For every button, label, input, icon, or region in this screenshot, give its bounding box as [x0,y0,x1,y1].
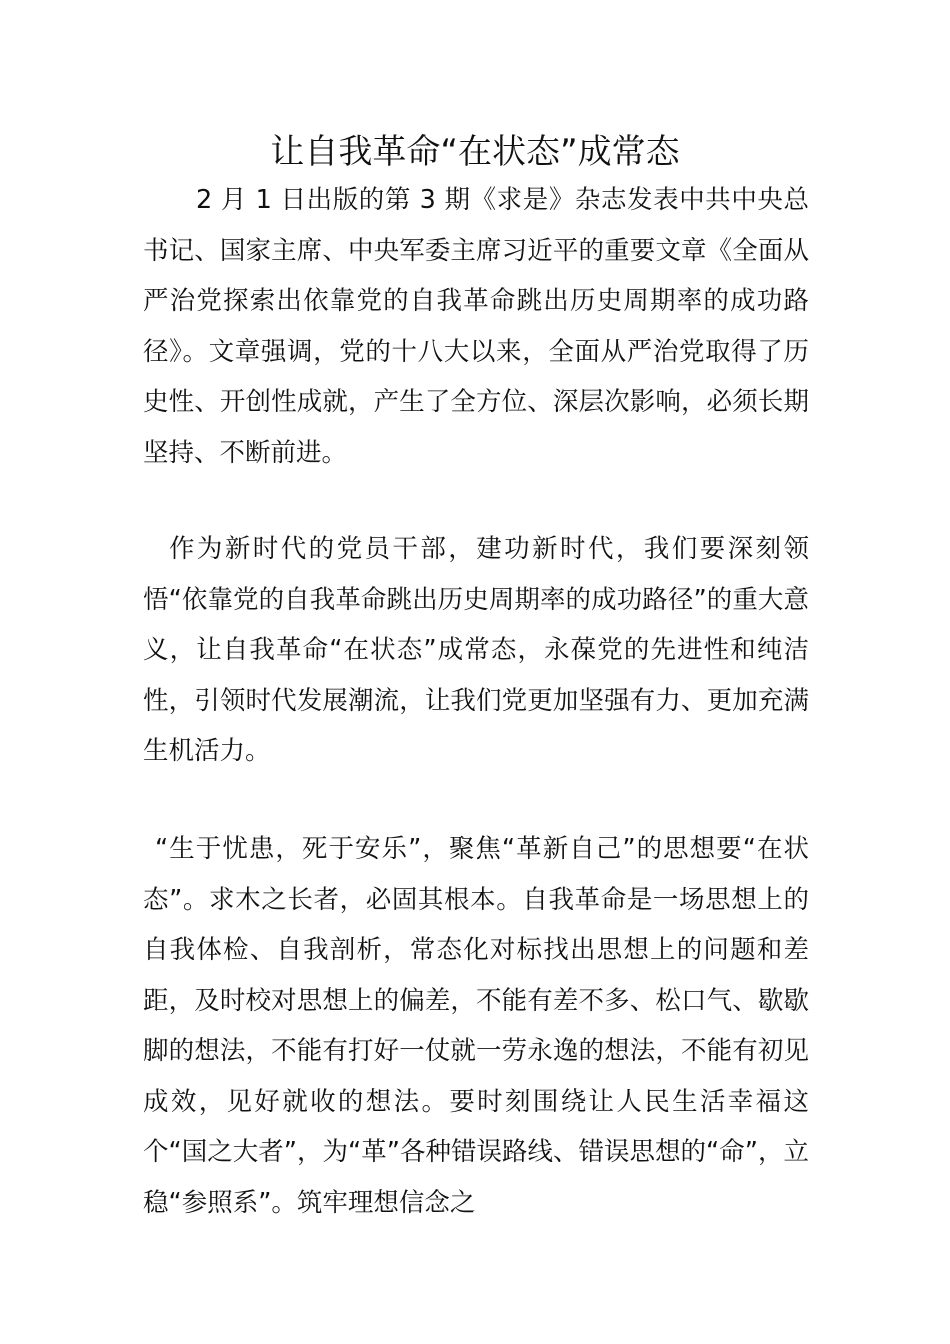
paragraph-3: “生于忧患，死于安乐”，聚焦“革新自己”的思想要“在状态”。求木之长者，必固其根本。自我革命是一场思想上的自我体检、自我剖析，常态化对标找出思想上的问题和差距，及时校对思想上的偏差，不能有差不多、松口气、歇歇脚的想法，不能有打好一仗就一劳永逸的想法，不能有初见成效，见好就收的想法。要时刻围绕让人民生活幸福这个“国之大者”，为“革”各种错误路线、错误思想的“命”，立稳“参照系”。筑牢理想信念之 [143,834,809,1218]
paragraph-2: 作为新时代的党员干部，建功新时代，我们要深刻领悟“依靠党的自我革命跳出历史周期率的成功路径”的重大意义，让自我革命“在状态”成常态，永葆党的先进性和纯洁性，引领时代发展潮流，让我们党更加坚强有力、更加充满生机活力。 [143,534,809,766]
document-title: 让自我革命“在状态”成常态 [270,132,680,172]
paragraph-1: 2 月 1 日出版的第 3 期《求是》杂志发表中共中央总书记、国家主席、中央军委主席习近平的重要文章《全面从严治党探索出依靠党的自我革命跳出历史周期率的成功路径》。文章强调，党的十八大以来，全面从严治党取得了历史性、开创性成就，产生了全方位、深层次影响，必须长期坚持、不断前进。 [143,185,809,468]
